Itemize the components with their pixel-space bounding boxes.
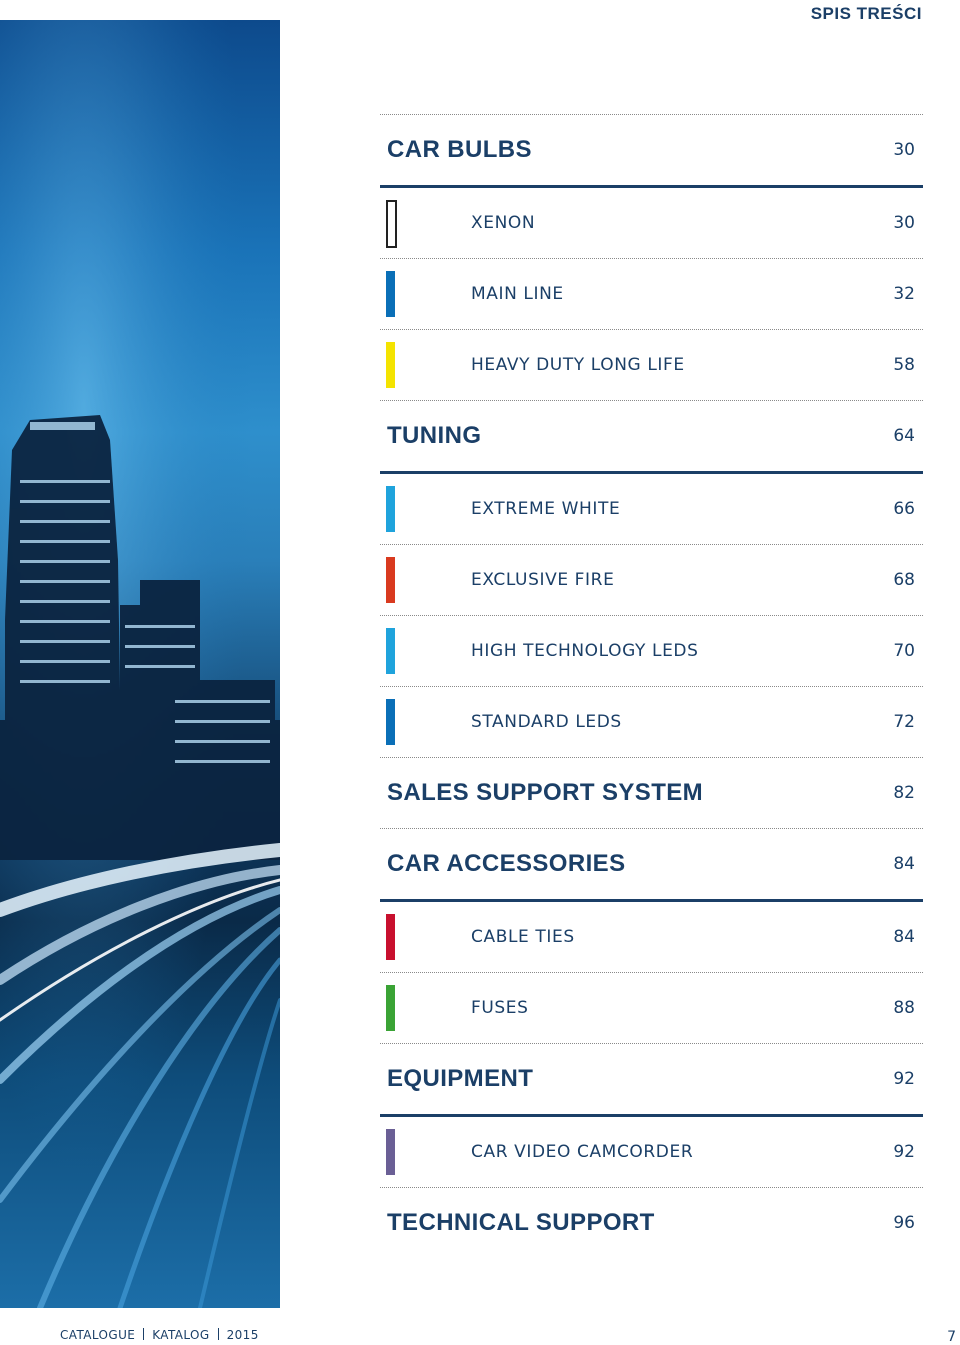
- toc-page-number: 92: [893, 1069, 915, 1089]
- footer-katalog: KATALOG: [152, 1328, 210, 1342]
- category-color-bar: [386, 271, 395, 317]
- toc-section-title: CAR BULBS: [387, 136, 532, 163]
- toc-entry-label: MAIN LINE: [471, 284, 564, 304]
- toc-entry[interactable]: [380, 1117, 923, 1188]
- toc-entry-label: CAR VIDEO CAMCORDER: [471, 1142, 694, 1162]
- toc-entry[interactable]: [380, 687, 923, 758]
- toc-section-title: TUNING: [387, 422, 482, 449]
- category-color-bar: [386, 699, 395, 745]
- toc-entry[interactable]: [380, 545, 923, 616]
- toc-entry-label: FUSES: [471, 998, 529, 1018]
- footer-year: 2015: [226, 1328, 259, 1342]
- footer-divider: [218, 1328, 219, 1340]
- category-color-bar: [386, 486, 395, 532]
- toc-entry[interactable]: [380, 474, 923, 545]
- toc-entry[interactable]: [380, 973, 923, 1044]
- toc-section[interactable]: [380, 1044, 923, 1117]
- toc-page-number: 84: [893, 854, 915, 874]
- toc-section-title: CAR ACCESSORIES: [387, 850, 626, 877]
- city-night-photo: [0, 20, 280, 1308]
- toc-entry-label: HIGH TECHNOLOGY LEDS: [471, 641, 699, 661]
- toc-page-number: 64: [893, 426, 915, 446]
- category-color-bar: [386, 200, 397, 248]
- toc-entry[interactable]: [380, 902, 923, 973]
- toc-page-number: 82: [893, 783, 915, 803]
- toc-page-number: 66: [893, 499, 915, 519]
- toc-section[interactable]: [380, 758, 923, 829]
- toc-section-title: EQUIPMENT: [387, 1065, 534, 1092]
- toc-entry-label: XENON: [471, 213, 536, 233]
- toc-section-title: TECHNICAL SUPPORT: [387, 1209, 655, 1236]
- category-color-bar: [386, 1129, 395, 1175]
- toc-page-number: 30: [893, 213, 915, 233]
- toc-page-number: 72: [893, 712, 915, 732]
- category-color-bar: [386, 557, 395, 603]
- toc-entry[interactable]: [380, 259, 923, 330]
- table-of-contents: [380, 114, 923, 1258]
- toc-entry[interactable]: [380, 188, 923, 259]
- toc-page-number: 70: [893, 641, 915, 661]
- toc-page-number: 84: [893, 927, 915, 947]
- toc-page-number: 32: [893, 284, 915, 304]
- toc-entry-label: CABLE TIES: [471, 927, 575, 947]
- toc-entry-label: HEAVY DUTY LONG LIFE: [471, 355, 685, 375]
- toc-entry-label: EXTREME WHITE: [471, 499, 621, 519]
- footer-divider: [143, 1328, 144, 1340]
- toc-page-number: 92: [893, 1142, 915, 1162]
- toc-page-number: 58: [893, 355, 915, 375]
- toc-section[interactable]: [380, 401, 923, 474]
- toc-section[interactable]: [380, 115, 923, 188]
- toc-entry[interactable]: [380, 330, 923, 401]
- category-color-bar: [386, 628, 395, 674]
- toc-section[interactable]: [380, 829, 923, 902]
- toc-entry-label: STANDARD LEDS: [471, 712, 622, 732]
- toc-entry[interactable]: [380, 616, 923, 687]
- footer-page-number: 7: [947, 1329, 956, 1345]
- page-title: SPIS TREŚCI: [810, 4, 922, 23]
- toc-page-number: 30: [893, 140, 915, 160]
- toc-section-title: SALES SUPPORT SYSTEM: [387, 779, 704, 806]
- category-color-bar: [386, 914, 395, 960]
- category-color-bar: [386, 342, 395, 388]
- toc-page-number: 68: [893, 570, 915, 590]
- toc-section[interactable]: [380, 1188, 923, 1258]
- footer-catalogue-label: [60, 1328, 259, 1342]
- toc-page-number: 88: [893, 998, 915, 1018]
- toc-page-number: 96: [893, 1213, 915, 1233]
- category-color-bar: [386, 985, 395, 1031]
- toc-entry-label: EXCLUSIVE FIRE: [471, 570, 615, 590]
- footer-catalogue: CATALOGUE: [60, 1328, 136, 1342]
